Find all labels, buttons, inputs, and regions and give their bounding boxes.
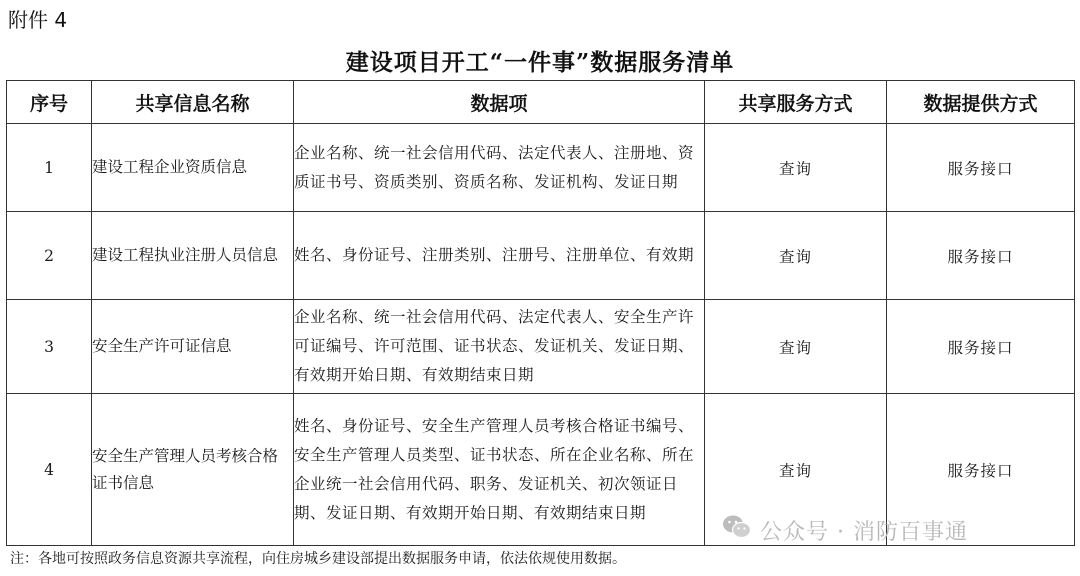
row-no: 2 (7, 212, 92, 300)
data-service-table (6, 80, 1075, 546)
table-row (7, 212, 1075, 300)
row-name: 安全生产许可证信息 (92, 300, 294, 394)
row-provide-method: 服务接口 (887, 212, 1075, 300)
header-provide-method: 数据提供方式 (887, 81, 1075, 124)
header-no: 序号 (7, 81, 92, 124)
row-items: 企业名称、统一社会信用代码、法定代表人、安全生产许可证编号、许可范围、证书状态、发证机关、发证日期、有效期开始日期、有效期结束日期 (294, 300, 705, 394)
page-title: 建设项目开工“一件事”数据服务清单 (345, 49, 735, 76)
table-header-row (7, 81, 1075, 124)
row-share-method: 查询 (705, 394, 887, 546)
row-name: 建设工程执业注册人员信息 (92, 212, 294, 300)
footnote: 注：各地可按照政务信息资源共享流程，向住房城乡建设部提出数据服务申请，依法依规使用数据。 (10, 551, 626, 567)
row-name: 建设工程企业资质信息 (92, 124, 294, 212)
row-provide-method: 服务接口 (887, 300, 1075, 394)
header-items: 数据项 (294, 81, 705, 124)
wechat-icon (722, 514, 752, 546)
watermark-text: 公众号 · 消防百事通 (760, 519, 968, 545)
row-share-method: 查询 (705, 212, 887, 300)
row-items: 企业名称、统一社会信用代码、法定代表人、注册地、资质证书号、资质类别、资质名称、发证机构、发证日期 (294, 124, 705, 212)
attachment-label: 附件 4 (8, 8, 68, 32)
row-provide-method: 服务接口 (887, 124, 1075, 212)
row-provide-method: 服务接口 (887, 394, 1075, 546)
row-items: 姓名、身份证号、安全生产管理人员考核合格证书编号、安全生产管理人员类型、证书状态、所在企业名称、所在企业统一社会信用代码、职务、发证机关、初次领证日期、发证日期、有效期开始日期、有效期结束日期 (294, 394, 705, 546)
row-name: 安全生产管理人员考核合格证书信息 (92, 394, 294, 546)
watermark (722, 514, 968, 546)
row-items: 姓名、身份证号、注册类别、注册号、注册单位、有效期 (294, 212, 705, 300)
header-share-method: 共享服务方式 (705, 81, 887, 124)
row-share-method: 查询 (705, 300, 887, 394)
table-row (7, 124, 1075, 212)
row-share-method: 查询 (705, 124, 887, 212)
row-no: 3 (7, 300, 92, 394)
row-no: 4 (7, 394, 92, 546)
header-name: 共享信息名称 (92, 81, 294, 124)
table-row (7, 300, 1075, 394)
row-no: 1 (7, 124, 92, 212)
